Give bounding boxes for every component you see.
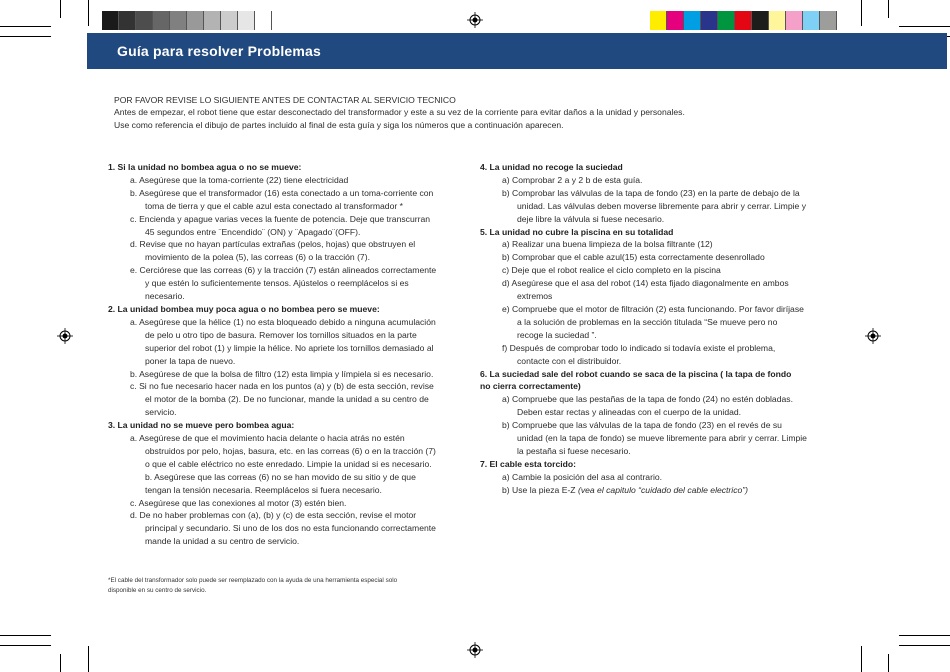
color-swatch	[718, 11, 735, 30]
list-item-line: toma de tierra y que el cable azul esta conectado al transformador *	[145, 200, 403, 211]
color-swatch	[170, 11, 187, 30]
section-heading: no cierra correctamente)	[480, 381, 581, 392]
process-color-bar	[650, 11, 837, 30]
list-item-line: y que estén lo suficientemente tensos. Ajústelos o reemplácelos si es	[145, 278, 409, 289]
list-item-line: contacte con el distribuidor.	[517, 355, 622, 366]
list-item-line: Deben estar rectas y alineadas con el cuerpo de la unidad.	[517, 407, 742, 418]
intro-block	[114, 94, 754, 131]
header-band	[87, 33, 947, 69]
crop-mark	[888, 0, 889, 18]
list-item-line: tengan la tensión necesaria. Reemplácelos si fuera necesario.	[145, 484, 382, 495]
color-swatch	[187, 11, 204, 30]
list-item-line: a. Asegúrese que la toma-corriente (22) tiene electricidad	[130, 174, 349, 185]
color-swatch	[667, 11, 684, 30]
list-item-line: movimiento de la polea (5), las correas (6) o la tracción (7).	[145, 252, 370, 263]
section-heading: 2. La unidad bombea muy poca agua o no bombea pero se mueve:	[108, 303, 380, 314]
list-item-line: deje libre la válvula si fuese necesario.	[517, 213, 665, 224]
list-item-line: b. Asegúrese de que la bolsa de filtro (12) esta limpia y límpiela si es necesario.	[130, 368, 434, 379]
list-item-line: extremos	[517, 291, 553, 302]
intro-text: Use como referencia el dibujo de partes incluido al final de esta guía y siga los números que a continuación aparecen.	[114, 119, 564, 130]
crop-mark	[0, 645, 51, 646]
color-swatch	[701, 11, 718, 30]
list-item-line: recoge la suciedad ”.	[517, 329, 597, 340]
color-swatch	[684, 11, 701, 30]
italic-note: (vea el capitulo “cuidado del cable electrico”)	[577, 484, 749, 495]
list-item-line: el motor de la bomba (2). De no funcionar, mande la unidad a su centro de	[145, 394, 429, 405]
crop-mark	[0, 36, 51, 37]
footnote-line: disponible en su centro de servicio.	[108, 587, 207, 594]
color-swatch	[119, 11, 136, 30]
list-item-line: c. Si no fue necesario hacer nada en los puntos (a) y (b) de esta sección, revise	[130, 381, 434, 392]
color-swatch	[136, 11, 153, 30]
crop-mark	[888, 654, 889, 672]
list-item-line: b) Compruebe que las válvulas de la tapa de fondo (23) en el revés de su	[502, 420, 782, 431]
crop-mark	[899, 635, 950, 636]
list-item-line: superior del robot (1) y limpie la hélice. No apriete los tornillos demasiado al	[145, 342, 434, 353]
list-item-line: b) Comprobar que el cable azul(15) esta correctamente desenrollado	[502, 252, 765, 263]
list-item-line: unidad (en la tapa de fondo) se mueve libremente para abrir y cerrar. Limpie	[517, 433, 807, 444]
list-item-line: f) Después de comprobar todo lo indicado si todavía existe el problema,	[502, 342, 776, 353]
section-heading: 1. Si la unidad no bombea agua o no se mueve:	[108, 162, 302, 172]
registration-mark-icon	[57, 328, 73, 344]
color-swatch	[752, 11, 769, 30]
color-swatch	[820, 11, 837, 30]
color-swatch	[255, 11, 272, 30]
page-title: Guía para resolver Problemas	[117, 43, 322, 59]
color-swatch	[153, 11, 170, 30]
right-column	[480, 161, 850, 497]
color-swatch	[650, 11, 667, 30]
list-item-line: unidad. Las válvulas deben moverse libremente para abrir y cerrar. Limpie y	[517, 200, 806, 211]
list-item-line: a) Comprobar 2 a y 2 b de esta guía.	[502, 174, 643, 185]
crop-mark	[60, 654, 61, 672]
crop-mark	[0, 635, 51, 636]
footnote-line: *El cable del transformador solo puede ser reemplazado con la ayuda de una herramienta especial solo	[108, 577, 398, 584]
color-swatch	[803, 11, 820, 30]
grayscale-color-bar	[102, 11, 272, 30]
list-item-line: e) Compruebe que el motor de filtración (2) esta funcionando. Por favor diríjase	[502, 303, 804, 314]
color-swatch	[238, 11, 255, 30]
list-item-line: c) Deje que el robot realice el ciclo completo en la piscina	[502, 265, 721, 276]
intro-heading: POR FAVOR REVISE LO SIGUIENTE ANTES DE CONTACTAR AL SERVICIO TECNICO	[114, 95, 456, 105]
list-item-line: d) Asegúrese que el asa del robot (14) esta fijado diagonalmente en ambos	[502, 278, 789, 289]
section-heading: 7. El cable esta torcido:	[480, 458, 576, 469]
list-item-line: a la solución de problemas en la sección titulada “Se mueve pero no	[517, 316, 778, 327]
list-item-line: necesario.	[145, 291, 185, 302]
section-heading: 5. La unidad no cubre la piscina en su totalidad	[480, 226, 674, 237]
list-item-line: mande la unidad a su centro de servicio.	[145, 536, 300, 547]
list-item-line: e. Cerciórese que las correas (6) y la tracción (7) están alineados correctamente	[130, 265, 437, 276]
list-item-line: servicio.	[145, 407, 177, 418]
left-column	[108, 161, 473, 548]
list-item-line: d. De no haber problemas con (a), (b) y (c) de esta sección, revise el motor	[130, 510, 417, 521]
list-item-line: a) Compruebe que las pestañas de la tapa de fondo (24) no estén dobladas.	[502, 394, 793, 405]
crop-mark	[88, 646, 89, 672]
color-swatch	[102, 11, 119, 30]
list-item-line: a) Cambie la posición del asa al contrario.	[502, 471, 663, 482]
crop-mark	[861, 0, 862, 26]
registration-mark-icon	[467, 12, 483, 28]
list-item-line: b. Asegúrese que las correas (6) no se han movido de su sitio y de que	[145, 471, 416, 482]
crop-mark	[60, 0, 61, 18]
intro-text: Antes de empezar, el robot tiene que estar desconectado del transformador y este a su vez de la corriente para evitar daños a la unidad y personales.	[114, 107, 685, 118]
list-item-line: c. Asegúrese que las conexiones al motor (3) estén bien.	[130, 497, 347, 508]
list-item-line: b) Comprobar las válvulas de la tapa de fondo (23) en la parte de debajo de la	[502, 187, 800, 198]
list-item-line: c. Encienda y apague varias veces la fuente de potencia. Deje que transcurran	[130, 213, 431, 224]
color-swatch	[735, 11, 752, 30]
color-swatch	[221, 11, 238, 30]
crop-mark	[861, 646, 862, 672]
list-item-line: b. Asegúrese que el transformador (16) esta conectado a un toma-corriente con	[130, 187, 434, 198]
list-item-line: a) Realizar una buena limpieza de la bolsa filtrante (12)	[502, 239, 713, 250]
footnote	[108, 576, 468, 596]
color-swatch	[769, 11, 786, 30]
section-heading: 3. La unidad no se mueve pero bombea agua:	[108, 420, 295, 431]
list-item-line: b) Use la pieza E-Z (vea el capitulo “cuidado del cable electrico”)	[502, 484, 749, 495]
registration-mark-icon	[467, 642, 483, 658]
crop-mark	[899, 645, 950, 646]
list-item-line: a. Asegúrese de que el movimiento hacia delante o hacia atrás no estén	[130, 433, 405, 444]
list-item-line: la pestaña si fuese necesario.	[517, 445, 631, 456]
color-swatch	[786, 11, 803, 30]
list-item-line: obstruidos por pelo, hojas, basura, etc. en las correas (6) o en la tracción (7)	[145, 445, 436, 456]
section-heading: 6. La suciedad sale del robot cuando se saca de la piscina ( la tapa de fondo	[480, 368, 792, 379]
list-item-line: o que el cable eléctrico no este enredado. Limpie la unidad si es necesario.	[145, 458, 432, 469]
list-item-line: d. Revise que no hayan partículas extrañas (pelos, hojas) que obstruyen el	[130, 239, 416, 250]
color-swatch	[204, 11, 221, 30]
crop-mark	[0, 26, 51, 27]
registration-mark-icon	[865, 328, 881, 344]
list-item-line: de pelo u otro tipo de basura. Remover los tornillos situados en la parte	[145, 329, 417, 340]
list-item-line: a. Asegúrese que la hélice (1) no esta bloqueado debido a ninguna acumulación	[130, 316, 436, 327]
section-heading: 4. La unidad no recoge la suciedad	[480, 162, 623, 172]
list-item-line: principal y secundario. Si uno de los dos no esta funcionando correctamente	[145, 523, 436, 534]
list-item-line: poner la tapa de nuevo.	[145, 355, 236, 366]
crop-mark	[899, 26, 950, 27]
crop-mark	[88, 0, 89, 26]
list-item-line: 45 segundos entre ¨Encendido¨ (ON) y ¨Apagado¨(OFF).	[145, 226, 361, 237]
